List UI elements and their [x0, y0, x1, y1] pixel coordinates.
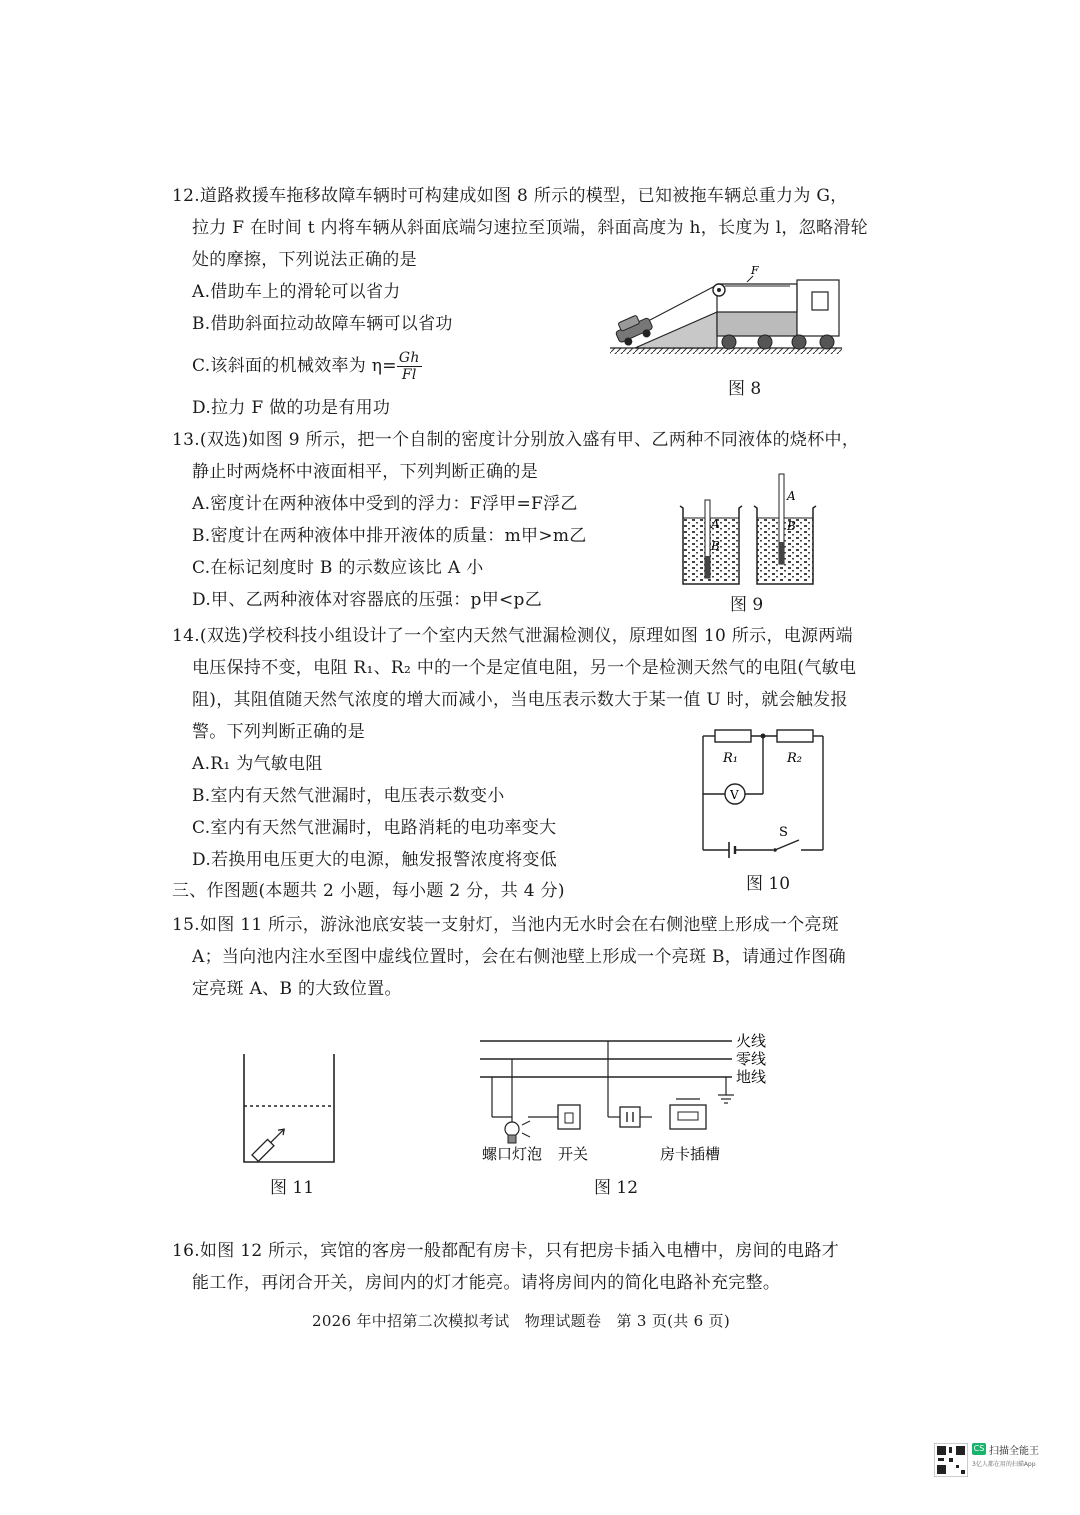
cs-badge: CS [973, 1444, 985, 1453]
q13-option-d: D.甲、乙两种液体对容器底的压强：p甲<p乙 [192, 590, 543, 610]
pool-walls [244, 1054, 334, 1162]
figure-10-circuit [695, 722, 835, 862]
figure-9-caption: 图 9 [730, 595, 764, 615]
figure-8-caption: 图 8 [728, 379, 762, 399]
label-bulb: 螺口灯泡 [482, 1145, 543, 1163]
q13-option-b: B.密度计在两种液体中排开液体的质量：m甲>m乙 [192, 526, 587, 546]
section-3-heading: 三、作图题(本题共 2 小题，每小题 2 分，共 4 分) [172, 881, 565, 901]
page-footer: 2026 年中招第二次模拟考试 物理试题卷 第 3 页(共 6 页) [312, 1312, 731, 1330]
truck-bed [717, 312, 797, 336]
figure-12-home-circuit [470, 1025, 780, 1165]
q15-stem-line-1: 15.如图 11 所示，游泳池底安装一支射灯，当池内无水时会在右侧池壁上形成一个亮斑 [172, 915, 840, 935]
q14-stem-line-2: 电压保持不变，电阻 R₁、R₂ 中的一个是定值电阻，另一个是检测天然气的电阻(气敏电 [192, 658, 857, 678]
figure-12-caption: 图 12 [594, 1178, 639, 1198]
q16-stem-line-2: 能工作，再闭合开关，房间内的灯才能亮。请将房间内的简化电路补充完整。 [192, 1273, 781, 1293]
q12-stem-line-2: 拉力 F 在时间 t 内将车辆从斜面底端匀速拉至顶端，斜面高度为 h，长度为 l，忽略滑轮 [192, 218, 868, 238]
label-B: B [711, 539, 720, 553]
qr-code-icon [934, 1443, 968, 1477]
q14-option-d: D.若换用电压更大的电源，触发报警浓度将变低 [192, 850, 558, 870]
wheel [820, 335, 834, 349]
switch-blade [775, 840, 799, 850]
bulb-icon [505, 1117, 530, 1143]
q14-stem-line-4: 警。下列判断正确的是 [192, 722, 365, 742]
figure-11-caption: 图 11 [270, 1178, 315, 1198]
cab-window [812, 292, 828, 310]
label-r1: R₁ [723, 751, 738, 766]
q13-stem-line-2: 静止时两烧杯中液面相平，下列判断正确的是 [192, 462, 538, 482]
card-switch-icon [620, 1107, 640, 1127]
q14-stem-line-1: 14.(双选)学校科技小组设计了一个室内天然气泄漏检测仪，原理如图 10 所示，电源两端 [172, 626, 853, 646]
label-v: V [730, 788, 739, 802]
q15-stem-line-2: A；当向池内注水至图中虚线位置时，会在右侧池壁上形成一个亮斑 B，请通过作图确 [192, 947, 846, 967]
beaker-jia [680, 500, 742, 584]
label-card-slot: 房卡插槽 [660, 1145, 721, 1163]
q16-stem-line-1: 16.如图 12 所示，宾馆的客房一般都配有房卡，只有把房卡插入电槽中，房间的电路才 [172, 1241, 840, 1261]
label-A: A [711, 517, 720, 531]
label-live: 火线 [736, 1032, 767, 1050]
scanner-title: 扫描全能王 [989, 1446, 1039, 1457]
q12-stem-line-1: 12.道路救援车拖移故障车辆时可构建成如图 8 所示的模型，已知被拖车辆总重力为 G， [172, 186, 848, 206]
scanner-watermark [934, 1437, 1046, 1483]
resistor-r1 [715, 730, 751, 742]
q13-option-a: A.密度计在两种液体中受到的浮力：F浮甲=F浮乙 [192, 494, 578, 514]
q14-option-c: C.室内有天然气泄漏时，电路消耗的电功率变大 [192, 818, 557, 838]
q14-option-a: A.R₁ 为气敏电阻 [192, 754, 323, 774]
figure-10-caption: 图 10 [746, 874, 791, 894]
efficiency-fraction [397, 350, 422, 383]
wheel [722, 335, 736, 349]
label-B: B [787, 519, 796, 533]
label-switch: 开关 [558, 1145, 589, 1163]
scanner-subtitle: 3亿人都在用的扫描App [972, 1461, 1036, 1468]
figure-8-tow-truck [605, 262, 845, 362]
fraction-denominator: Fl [401, 367, 417, 383]
label-A: A [787, 489, 796, 503]
beaker-yi [754, 474, 816, 584]
q12-option-b: B.借助斜面拉动故障车辆可以省功 [192, 314, 453, 334]
q13-stem-line-1: 13.(双选)如图 9 所示，把一个自制的密度计分别放入盛有甲、乙两种不同液体的烧杯中， [172, 430, 860, 450]
label-ground: 地线 [736, 1068, 767, 1086]
q12-stem-line-3: 处的摩擦，下列说法正确的是 [192, 250, 417, 270]
label-neutral: 零线 [736, 1050, 767, 1068]
q15-stem-line-3: 定亮斑 A、B 的大致位置。 [192, 979, 402, 999]
q13-option-c: C.在标记刻度时 B 的示数应该比 A 小 [192, 558, 484, 578]
q12-option-c [192, 350, 422, 383]
label-F: F [751, 264, 759, 277]
label-r2: R₂ [787, 751, 802, 766]
resistor-r2 [777, 730, 813, 742]
q14-stem-line-3: 阻)，其阻值随天然气浓度的增大而减小，当电压表示数大于某一值 U 时，就会触发报 [192, 690, 848, 710]
label-s: S [779, 825, 788, 840]
q14-option-b: B.室内有天然气泄漏时，电压表示数变小 [192, 786, 505, 806]
q12-option-a: A.借助车上的滑轮可以省力 [192, 282, 401, 302]
wheel [792, 335, 806, 349]
q12-option-d: D.拉力 F 做的功是有用功 [192, 398, 391, 418]
fraction-numerator: Gh [398, 350, 420, 366]
q12-option-c-text: C.该斜面的机械效率为 η= [192, 356, 397, 376]
wheel [758, 335, 772, 349]
ground-hatch [610, 348, 842, 354]
spotlight [252, 1126, 287, 1161]
figure-11-pool [238, 1050, 340, 1166]
figure-9-beakers [675, 470, 825, 590]
